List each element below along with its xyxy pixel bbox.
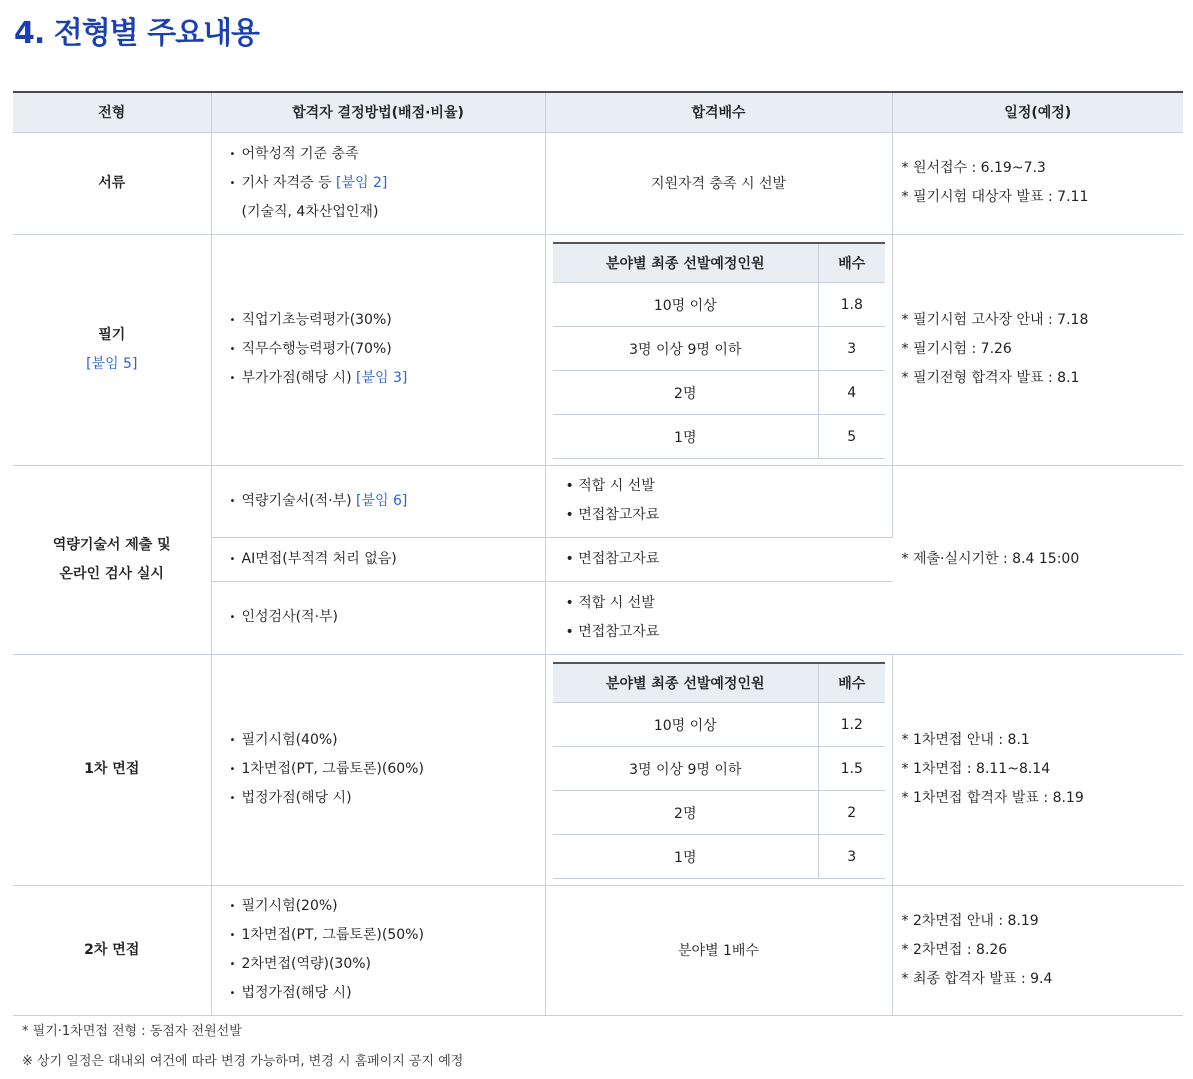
method-interview1 xyxy=(211,654,545,885)
schedule-item: * 제출·실시기한 : 8.4 15:00 xyxy=(901,551,1080,567)
schedule-docs xyxy=(892,132,1183,234)
header-stage: 전형 xyxy=(13,92,211,132)
appendix-5-link[interactable]: [붙임 5] xyxy=(86,355,138,372)
list-item: • 기사 자격증 등 [붙임 2] xyxy=(230,169,545,198)
schedule-item: * 필기시험 대상자 발표 : 7.11 xyxy=(901,189,1089,205)
table-row: 2명 4 xyxy=(553,371,885,415)
schedule-item: * 원서접수 : 6.19~7.3 xyxy=(901,160,1046,176)
schedule-item: * 1차면접 : 8.11~8.14 xyxy=(901,761,1051,777)
schedule-interview1 xyxy=(892,654,1183,885)
method-personality-test xyxy=(211,581,545,654)
header-method: 합격자 결정방법(배점·비율) xyxy=(211,92,545,132)
list-item: • 법정가점(해당 시) xyxy=(230,979,545,1008)
schedule-written xyxy=(892,234,1183,465)
schedule-item: * 필기시험 고사장 안내 : 7.18 xyxy=(901,312,1089,328)
multiple-interview1 xyxy=(545,654,892,885)
sub-header-quota: 분야별 최종 선발예정인원 xyxy=(553,663,819,703)
table-row: 3명 이상 9명 이하 3 xyxy=(553,327,885,371)
list-item: • 부가가점(해당 시) [붙임 3] xyxy=(230,364,545,393)
list-item: • 필기시험(20%) xyxy=(230,892,545,921)
schedule-item: * 2차면접 : 8.26 xyxy=(901,941,1008,958)
row-docs xyxy=(13,132,1183,234)
table-row: 2명 2 xyxy=(553,791,885,835)
row-interview2 xyxy=(13,885,1183,1015)
footnotes xyxy=(22,1017,463,1077)
table-row: 1명 3 xyxy=(553,835,885,879)
stage-online: 역량기술서 제출 및 온라인 검사 실시 xyxy=(13,465,211,654)
list-item: • 인성검사(적·부) xyxy=(230,603,545,632)
header-multiple: 합격배수 xyxy=(545,92,892,132)
table-row: 10명 이상 1.2 xyxy=(553,703,885,747)
appendix-2-link[interactable]: [붙임 2] xyxy=(336,174,388,191)
row-online-1 xyxy=(13,465,1183,537)
table-row: 10명 이상 1.8 xyxy=(553,283,885,327)
stage-interview2: 2차 면접 xyxy=(13,885,211,1015)
stage-written: 필기 [붙임 5] xyxy=(13,234,211,465)
schedule-item: * 필기전형 합격자 발표 : 8.1 xyxy=(901,370,1080,386)
schedule-item: * 필기시험 : 7.26 xyxy=(901,341,1012,357)
list-item: • 면접참고자료 xyxy=(565,623,660,640)
table-row: 3명 이상 9명 이하 1.5 xyxy=(553,747,885,791)
footnote-tie: * 필기·1차면접 전형 : 동점자 전원선발 xyxy=(22,1024,242,1039)
result-ai-interview xyxy=(545,537,892,581)
list-item: (기술직, 4차산업인재) xyxy=(241,203,379,220)
list-item: • 직무수행능력평가(70%) xyxy=(230,335,545,364)
row-interview1 xyxy=(13,654,1183,885)
method-docs xyxy=(211,132,545,234)
table-header-row xyxy=(13,92,1183,132)
sub-header-ratio: 배수 xyxy=(819,663,885,703)
result-personality-test xyxy=(545,581,892,654)
stage-interview1: 1차 면접 xyxy=(13,654,211,885)
page-title: 4. 전형별 주요내용 xyxy=(14,16,260,51)
list-item: • 법정가점(해당 시) xyxy=(230,784,545,813)
sub-header-ratio: 배수 xyxy=(819,243,885,283)
method-interview2 xyxy=(211,885,545,1015)
multiple-written xyxy=(545,234,892,465)
selection-table xyxy=(13,91,1183,1016)
method-competency-statement xyxy=(211,465,545,537)
list-item: • 1차면접(PT, 그룹토론)(50%) xyxy=(230,921,545,950)
list-item: • 어학성적 기준 충족 xyxy=(230,140,545,169)
list-item: • 2차면접(역량)(30%) xyxy=(230,950,545,979)
list-item: • 면접참고자료 xyxy=(565,550,660,567)
list-item: • 역량기술서(적·부) [붙임 6] xyxy=(230,487,545,516)
list-item: • 적합 시 선발 xyxy=(565,478,655,494)
interview1-ratio-table xyxy=(553,662,885,880)
list-item: • 직업기초능력평가(30%) xyxy=(230,306,545,335)
schedule-item: * 최종 합격자 발표 : 9.4 xyxy=(901,970,1053,987)
list-item: • 면접참고자료 xyxy=(565,507,660,523)
written-ratio-table xyxy=(553,242,885,460)
list-item: • 적합 시 선발 xyxy=(565,594,655,611)
table-row: 1명 5 xyxy=(553,415,885,459)
list-item: • 1차면접(PT, 그룹토론)(60%) xyxy=(230,755,545,784)
multiple-docs: 지원자격 충족 시 선발 xyxy=(545,132,892,234)
result-competency-statement xyxy=(545,465,892,537)
footnote-schedule-change: ※ 상기 일정은 대내외 여건에 따라 변경 가능하며, 변경 시 홈페이지 공지 예정 xyxy=(22,1054,464,1069)
schedule-item: * 1차면접 합격자 발표 : 8.19 xyxy=(901,790,1084,806)
schedule-interview2 xyxy=(892,885,1183,1015)
schedule-item: * 1차면접 안내 : 8.1 xyxy=(901,732,1030,748)
multiple-interview2: 분야별 1배수 xyxy=(545,885,892,1015)
sub-header-quota: 분야별 최종 선발예정인원 xyxy=(553,243,819,283)
appendix-3-link[interactable]: [붙임 3] xyxy=(356,370,408,386)
list-item: • AI면접(부적격 처리 없음) xyxy=(230,545,545,574)
schedule-online xyxy=(892,465,1183,654)
header-schedule: 일정(예정) xyxy=(892,92,1183,132)
row-written xyxy=(13,234,1183,465)
method-written xyxy=(211,234,545,465)
list-item: • 필기시험(40%) xyxy=(230,726,545,755)
stage-docs: 서류 xyxy=(13,132,211,234)
schedule-item: * 2차면접 안내 : 8.19 xyxy=(901,912,1039,929)
method-ai-interview xyxy=(211,537,545,581)
appendix-6-link[interactable]: [붙임 6] xyxy=(356,492,408,509)
